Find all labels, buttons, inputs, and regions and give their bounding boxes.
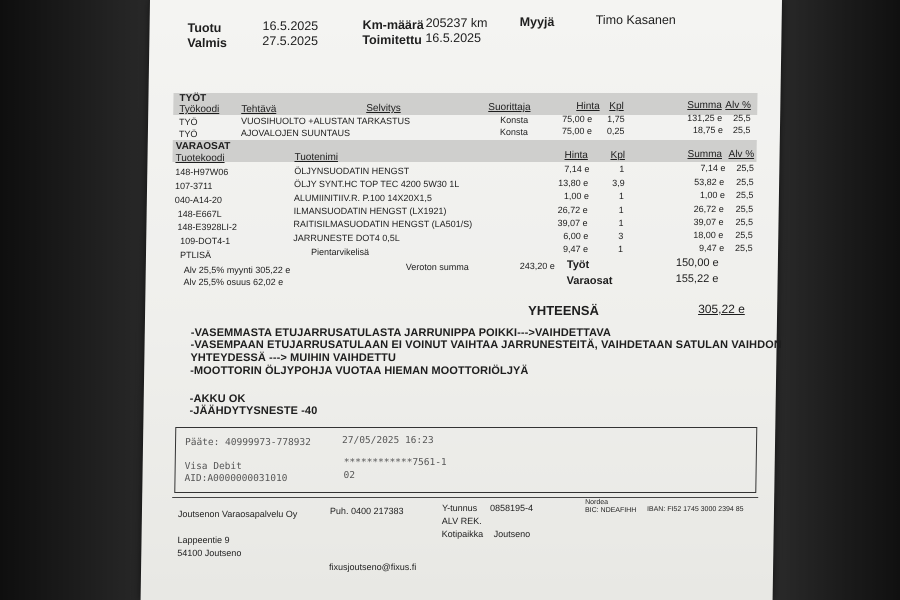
part-vat: 25,5 [736, 177, 754, 187]
footer-ytunnus-value: 0858195-4 [489, 503, 534, 513]
receipt-terminal: Pääte: 40999973-778932 [184, 437, 311, 448]
part-price: 7,14 e [564, 164, 590, 174]
part-price: 26,72 e [557, 205, 588, 215]
part-name: ALUMIINITIIV.R. P.100 14X20X1,5 [293, 193, 433, 203]
note-line: YHTEYDESSÄ ---> MUIHIN VAIHDETTU [190, 352, 397, 364]
part-sum: 18,00 e [693, 230, 724, 240]
part-price: 39,07 e [557, 218, 588, 228]
km-label: Km-määrä [362, 18, 424, 32]
part-name: ÖLJY SYNT.HC TOP TEC 4200 5W30 1L [294, 179, 460, 189]
work-row-vat: 25,5 [733, 113, 751, 123]
part-code: 148-E667L [177, 209, 222, 219]
work-col-code: Työkoodi [179, 104, 220, 115]
work-row-task: AJOVALOJEN SUUNTAUS [240, 128, 351, 138]
work-row-by: Konsta [499, 127, 529, 137]
parts-col-price: Hinta [564, 150, 589, 161]
receipt-aid: AID:A0000000031010 [184, 473, 288, 484]
alv-myynti: Alv 25,5% myynti 305,22 e [183, 265, 291, 275]
receipt-card-type: Visa Debit [184, 461, 242, 472]
footer-bic: BIC: NDEAFIHH [584, 507, 637, 514]
background-left [0, 0, 165, 600]
background-right [770, 0, 900, 600]
part-code: 040-A14-20 [174, 195, 222, 205]
work-row-task: VUOSIHUOLTO +ALUSTAN TARKASTUS [241, 116, 411, 126]
work-row-price: 75,00 e [561, 126, 593, 136]
part-name: ILMANSUODATIN HENGST (LX1921) [293, 206, 447, 216]
parts-col-qty: Kpl [610, 150, 626, 161]
alv-osuus: Alv 25,5% osuus 62,02 e [183, 277, 284, 287]
tuotu-label: Tuotu [187, 21, 222, 35]
valmis-label: Valmis [187, 36, 228, 50]
part-name: ÖLJYNSUODATIN HENGST [294, 166, 410, 176]
part-sum: 9,47 e [699, 243, 725, 253]
part-price: 6,00 e [563, 231, 589, 241]
invoice-paper [141, 0, 782, 600]
part-price: 9,47 e [563, 244, 589, 254]
part-qty: 1 [618, 218, 624, 228]
part-qty: 1 [618, 244, 624, 254]
part-sum: 7,14 e [700, 163, 726, 173]
km-value: 205237 km [425, 16, 488, 30]
work-col-task: Tehtävä [241, 104, 277, 115]
work-row-qty: 1,75 [607, 114, 625, 124]
part-vat: 25,5 [735, 230, 753, 240]
parts-section-title: VARAOSAT [175, 141, 231, 152]
work-row-code: TYÖ [178, 129, 198, 139]
toimitettu-value: 16.5.2025 [425, 31, 482, 45]
part-sum: 26,72 e [693, 204, 724, 214]
footer-email: fixusjoutseno@fixus.fi [329, 562, 417, 572]
part-qty: 3,9 [612, 178, 625, 188]
part-price: 1,00 e [563, 191, 590, 201]
footer-ytunnus-label: Y-tunnus [441, 503, 478, 513]
work-row-code: TYÖ [179, 117, 198, 127]
parts-section-bar [172, 140, 756, 162]
work-col-vat: Alv % [725, 100, 751, 111]
work-col-price: Hinta [576, 101, 600, 112]
footer-alv-rek: ALV REK. [441, 516, 482, 526]
note-line: -VASEMPAAN ETUJARRUSATULAAN EI VOINUT VAIHTAA JARRUNESTEITÄ, VAIHDETAAN SATULAN VAIHDON [190, 339, 782, 351]
footer-bank: Nordea [585, 499, 609, 506]
part-code: 107-3711 [174, 181, 213, 191]
veroton-label: Veroton summa [405, 262, 469, 272]
work-row-vat: 25,5 [732, 125, 751, 135]
work-section-title: TYÖT [179, 93, 207, 104]
receipt-datetime: 27/05/2025 16:23 [341, 435, 434, 446]
work-col-explanation: Selvitys [366, 103, 401, 114]
note-line: -VASEMMASTA ETUJARRUSATULASTA JARRUNIPPA POIKKI--->VAIHDETTAVA [190, 327, 612, 339]
work-col-qty: Kpl [609, 101, 624, 112]
part-code: 109-DOT4-1 [180, 236, 231, 246]
footer-iban: IBAN: FI52 1745 3000 2394 85 [646, 506, 744, 513]
card-receipt-box [174, 427, 757, 493]
myyja-value: Timo Kasanen [595, 13, 676, 27]
footer-city: 54100 Joutseno [177, 548, 242, 558]
varaosat-value: 155,22 e [675, 273, 719, 285]
part-code: PTLISÄ [179, 250, 212, 260]
work-row-qty: 0,25 [606, 126, 625, 136]
part-sum: 39,07 e [693, 217, 724, 227]
receipt-card-number: ************7561-1 [343, 457, 447, 468]
work-row-by: Konsta [500, 115, 529, 125]
tuotu-value: 16.5.2025 [262, 19, 319, 33]
work-col-sum: Summa [687, 100, 722, 111]
parts-col-name: Tuotenimi [294, 152, 339, 163]
valmis-value: 27.5.2025 [262, 34, 319, 48]
note-line: -MOOTTORIN ÖLJYPOHJA VUOTAA HIEMAN MOOTTORIÖLJYÄ [190, 365, 529, 377]
part-vat: 25,5 [736, 163, 754, 173]
part-code: 148-H97W06 [175, 167, 229, 177]
parts-col-sum: Summa [687, 149, 723, 160]
work-row-sum: 18,75 e [692, 125, 724, 135]
yhteensa-value: 305,22 e [698, 302, 745, 316]
part-sum: 1,00 e [699, 190, 726, 200]
footer-street: Lappeentie 9 [177, 535, 230, 545]
toimitettu-label: Toimitettu [362, 33, 422, 47]
work-row-price: 75,00 e [562, 114, 593, 124]
part-price: 13,80 e [558, 178, 589, 188]
note-line: -AKKU OK [189, 393, 246, 405]
work-row-sum: 131,25 e [687, 113, 723, 123]
part-vat: 25,5 [735, 204, 754, 214]
veroton-value: 243,20 e [519, 261, 555, 271]
part-vat: 25,5 [735, 243, 753, 253]
note-line: -JÄÄHDYTYSNESTE -40 [189, 405, 318, 417]
footer-kotipaikka-value: Joutseno [493, 529, 531, 539]
parts-col-vat: Alv % [728, 149, 755, 160]
part-vat: 25,5 [735, 190, 754, 200]
varaosat-label: Varaosat [566, 275, 613, 287]
part-code: 148-E3928LI-2 [177, 222, 238, 232]
part-qty: 1 [618, 191, 625, 201]
parts-col-code: Tuotekoodi [175, 153, 225, 164]
tyot-label: Työt [566, 259, 590, 271]
receipt-code: 02 [343, 470, 356, 481]
part-name: Pientarvikelisä [310, 247, 370, 257]
yhteensa-label: YHTEENSÄ [528, 303, 600, 318]
tyot-value: 150,00 e [675, 257, 719, 269]
part-qty: 1 [619, 164, 625, 174]
part-vat: 25,5 [735, 217, 754, 227]
part-qty: 1 [618, 205, 624, 215]
work-col-by: Suorittaja [488, 102, 531, 113]
footer-company: Joutsenon Varaosapalvelu Oy [177, 509, 298, 519]
part-name: JARRUNESTE DOT4 0,5L [293, 233, 400, 243]
part-qty: 3 [618, 231, 624, 241]
myyja-label: Myyjä [519, 15, 555, 29]
part-sum: 53,82 e [694, 177, 725, 187]
footer-divider [172, 497, 758, 498]
part-name: RAITISILMASUODATIN HENGST (LA501/S) [293, 219, 473, 229]
footer-kotipaikka-label: Kotipaikka [441, 529, 484, 539]
footer-phone: Puh. 0400 217383 [329, 506, 404, 516]
